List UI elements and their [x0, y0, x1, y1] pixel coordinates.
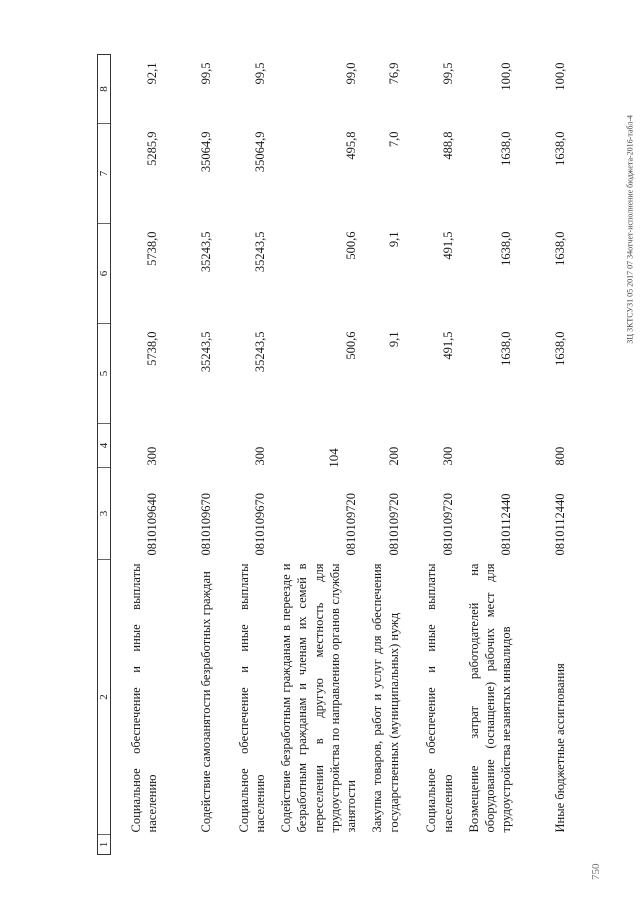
- row-name: Иные бюджетные ассигнования: [553, 663, 568, 833]
- row-code: 0810109640: [144, 493, 159, 556]
- header-col-7: 7: [98, 124, 111, 224]
- page-number: 104: [326, 448, 341, 468]
- row-col8: 92,1: [144, 62, 159, 85]
- row-blank: [364, 835, 407, 855]
- row-vr: 300: [144, 446, 159, 466]
- row-name: Содействие безработным гражданам в переезде и безработным гражданам и членам их семей в переселении в другую местность для трудоустройства по направлению органов службы занятости: [279, 563, 358, 833]
- row-vr: 300: [252, 446, 267, 466]
- row-vr: [165, 424, 219, 468]
- table-row: [111, 55, 166, 855]
- row-blank: [273, 835, 364, 855]
- header-col-4: 4: [98, 424, 111, 468]
- row-code: 0810109670: [198, 493, 213, 556]
- row-vr: 300: [440, 446, 455, 466]
- row-col5: 1638,0: [553, 331, 568, 366]
- row-col7: 5285,9: [144, 131, 159, 166]
- table-row: [165, 55, 219, 855]
- rotated-table-container: [97, 55, 612, 855]
- row-blank: [219, 835, 273, 855]
- row-col8: 76,9: [386, 62, 401, 85]
- row-blank: [111, 835, 166, 855]
- row-code: 0810109720: [386, 493, 401, 556]
- row-col6: 1638,0: [553, 231, 568, 266]
- row-blank: [461, 835, 520, 855]
- row-col5: 1638,0: [499, 331, 514, 366]
- row-col8: 99,0: [344, 62, 358, 85]
- row-vr: 200: [386, 446, 401, 466]
- header-col-1: 1: [98, 835, 111, 855]
- header-col-6: 6: [98, 224, 111, 324]
- row-col7: 7,0: [386, 131, 401, 148]
- budget-table: [97, 54, 574, 855]
- row-col8: 100,0: [553, 62, 568, 91]
- row-col6: 9,1: [386, 231, 401, 248]
- row-code: 0810109670: [252, 493, 267, 556]
- row-name: Содействие самозанятости безработных граждан: [198, 571, 213, 833]
- row-col8: 100,0: [499, 62, 514, 91]
- row-code: 0810112440: [499, 493, 514, 556]
- row-name: Возмещение затрат работодателей на оборудование (оснащение) рабочих мест для трудоустройства незанятых инвалидов: [466, 563, 514, 833]
- row-col7: 495,8: [344, 131, 358, 160]
- row-col6: 500,6: [344, 231, 358, 260]
- table-row: [273, 55, 364, 855]
- header-col-5: 5: [98, 324, 111, 424]
- row-blank: [407, 835, 461, 855]
- row-col5: 9,1: [386, 331, 401, 348]
- row-col7: 1638,0: [499, 131, 514, 166]
- row-col8: 99,5: [252, 62, 267, 85]
- sheet-number-stamp: 750: [590, 863, 602, 880]
- row-name: Социальное обеспечение и иные выплаты населению: [424, 563, 455, 833]
- row-code: 0810109720: [344, 493, 358, 556]
- row-vr: [273, 424, 364, 468]
- row-vr: [461, 424, 520, 468]
- row-col7: 35064,9: [252, 131, 267, 173]
- row-col5: 500,6: [344, 331, 358, 360]
- row-col6: 35243,5: [252, 231, 267, 273]
- row-vr: 800: [553, 446, 568, 466]
- header-col-2: 2: [98, 560, 111, 835]
- table-row: [461, 55, 520, 855]
- row-col5: 35243,5: [198, 331, 213, 373]
- row-col7: 488,8: [440, 131, 455, 160]
- table-row: [364, 55, 407, 855]
- row-blank: [165, 835, 219, 855]
- row-col8: 99,5: [198, 62, 213, 85]
- header-col-8: 8: [98, 55, 111, 124]
- file-stamp: ЗЦ ЗКТСУЗ1 05 2017 07 34отчет-исполнение бюджета-2016-табл-4: [626, 115, 635, 344]
- row-col8: 99,5: [440, 62, 455, 85]
- row-name: Социальное обеспечение и иные выплаты населению: [128, 563, 159, 833]
- row-code: 0810109720: [440, 493, 455, 556]
- row-col7: 35064,9: [198, 131, 213, 173]
- row-col5: 35243,5: [252, 331, 267, 373]
- row-col6: 491,5: [440, 231, 455, 260]
- header-col-3: 3: [98, 468, 111, 560]
- table-row: [219, 55, 273, 855]
- row-name: Закупка товаров, работ и услуг для обеспечения государственных (муниципальных) нужд: [370, 563, 401, 833]
- row-col7: 1638,0: [553, 131, 568, 166]
- row-col6: 5738,0: [144, 231, 159, 266]
- row-col6: 1638,0: [499, 231, 514, 266]
- row-col5: 491,5: [440, 331, 455, 360]
- row-name: Социальное обеспечение и иные выплаты населению: [236, 563, 267, 833]
- table-row: [407, 55, 461, 855]
- header-row: [98, 55, 111, 855]
- row-code: 0810112440: [553, 493, 568, 556]
- row-col6: 35243,5: [198, 231, 213, 273]
- row-col5: 5738,0: [144, 331, 159, 366]
- table-row: [520, 55, 574, 855]
- row-blank: [520, 835, 574, 855]
